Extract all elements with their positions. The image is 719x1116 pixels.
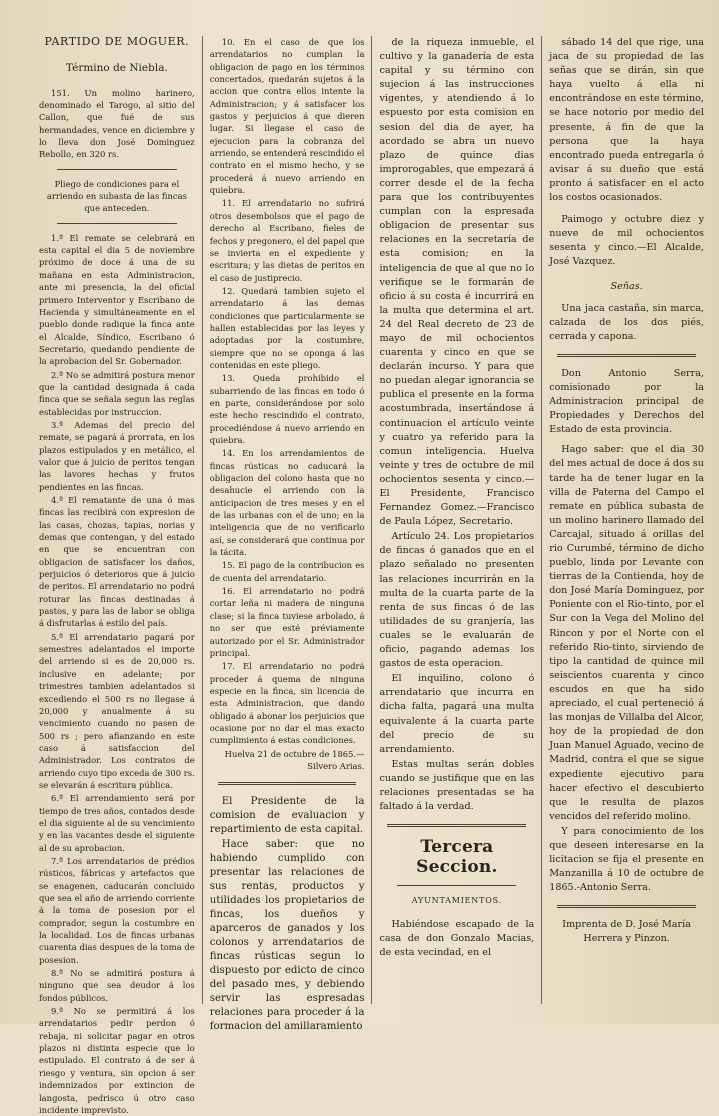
divider	[57, 223, 177, 224]
condition-9: 9.ª No se permitirá á los arrendatarios pedir perdon ó rebaja, ni solicitar pagar en otros plazos ni distinta especie que lo estipulado. El contrato á de ser á riesgo y ventura, sin opcion á ser indemnizados por extincion de langosta, pedrisco ú otro caso incidente imprevisto.	[39, 1006, 195, 1115]
condition-15: 15. El pago de la contribucion es de cuenta del arrendatario.	[209, 560, 365, 583]
mayor-signature: Paimogo y octubre diez y nueve de mil ochocientos sesenta y cinco.—El Alcalde, José Vazquez.	[549, 214, 704, 268]
condition-5: 5.ª El arrendatario pagará por semestres adelantados el importe del arriendo si es de 20,000 rs. inclusive en adelante; por trimestres tambien adelantados si excediendo el 500 rs no llegase á 20,000 y anualmente á su vencimiento cuando no pasen de 500 rs ; pero afianzando en este caso á satisfaccion del Administrador. Los contratos de arriendo cuyo tipo exceda de 300 rs. se elevarán á escritura pública.	[39, 631, 195, 790]
district-title: PARTIDO DE MOGUER.	[44, 35, 190, 48]
condition-8: 8.ª No se admitirá postura á ninguno que sea deudor á los fondos públicos.	[39, 968, 195, 1003]
section-divider	[387, 824, 526, 827]
tenant-fine: El inquilino, colono ó arrendatario que incurra en dicha falta, pagará una multa equivalente á la cuarta parte del precio de su arrendamiento.	[379, 673, 535, 755]
article-24: Artículo 24. Los propietarios de fincas ó ganados que en el plazo señalado no presenten las relaciones incurrirán en la multa de la cuarta parte de la renta de sus fincas ó de las utilidades de su granjería, las cuales se le evaluarán de oficio, pagando ademas los gastos de esta operacion.	[379, 531, 535, 670]
notice-continuation: de la riqueza inmueble, el cultivo y la ganadería de esta capital y su término con sujecion á las instrucciones vigentes, y atendiendo á lo espuesto por esta comision en sesion del dia de ayer, ha acordado se abra un nuevo plazo de quince dias improrogables, que empezará á correr desde el de la fecha para que los contribuyentes cumplan con la espresada obligacion de presentar sus relaciones en la secretaría de esta comision; en la inteligencia de que al que no lo verifique se le formarán de oficio á su costa é incurrirá en la multa que determina el art. 24 del Real decreto de 23 de mayo de mil ochocientos cuarenta y cinco en que se declarán incurso. Y para que no puedan alegar ignorancia se publica el presente en la forma acostumbrada, insertándose á continuacion el artículo veinte y cuatro ya referido para la comun inteligencia. Huelva veinte y tres de octubre de mil ochocientos sesenta y cinco.—El Presidente, Francisco Fernandez Gomez.—Francisco de Paula López, Secretario.	[379, 37, 535, 528]
condition-16: 16. El arrendatario no podrá cortar leña ni madera de ninguna clase; si la finca tuviese arbolado, á no ser que esté préviamente autorizado por el Sr. Administrador principal.	[209, 586, 365, 658]
divider	[397, 885, 516, 886]
municipality-subtitle: Término de Niebla.	[65, 62, 168, 75]
listing-mill: 151. Un molino harinero, denominado el Tarogo, al sitio del Callon, que fué de sus hermandades, vence en diciembre y lo lleva don José Dominguez Rebollo, en 320 rs.	[39, 87, 195, 160]
horse-description: Una jaca castaña, sin marca, calzada de los dos piés, cerrada y capona.	[549, 302, 704, 342]
condition-17: 17. El arrendatario no podrá proceder á quema de ninguna especie en la finca, sin licencia de esta Administracion, que dando obligado á abonar los perjuicios que ocasione por no dar el mas exacto cumplimiento á estas condiciones.	[209, 661, 365, 746]
condition-7: 7.ª Los arrendatarios de prédios rústicos, fábricas y artefactos que se enagenen, caducarán concluido que sea el año de arriendo corriente á la toma de posesion por el comprador, segun la costumbre en la localidad. Los de fincas urbanas cuarenta dias despues de la toma de posesion.	[39, 855, 195, 965]
condition-2: 2.ª No se admitirá postura menor que la cantidad designada á cada finca que se señala segun las reglas establecidas por instruccion.	[39, 369, 195, 417]
printer-imprint: Imprenta de D. José María Herrera y Pinzon.	[562, 919, 691, 945]
auction-closing: Y para conocimiento de los que deseen interesarse en la licitacion se fija el presente en Manzanilla á 10 de octubre de 1865.-Antonio Serra.	[549, 825, 704, 894]
column-3	[371, 36, 541, 1004]
divider	[57, 169, 177, 170]
commission-heading: El Presidente de la comision de evaluacion y repartimiento de esta capital.	[209, 796, 365, 836]
condition-14: 14. En los arrendamientos de fincas rústicas no caducará la obligacion del colono hasta que no desahucie el arriendo con la anticipacion de tres meses y en el de las urbanas con el de uno; en la inteligencia que de no verificarlo así, se considerará que continua por la tácita.	[209, 448, 365, 558]
commission-notice: Hace saber: que no habiendo cumplido con presentar las relaciones de sus rentas, productos y utilidades los propietarios de fincas, los dueños y aparceros de ganados y los colonos y arrendatarios de fincas rústicas segun lo dispuesto por edicto de cinco del pasado mes, y debiendo servir las espresadas relaciones para proceder á la formacion del amillaramiento	[209, 839, 365, 1033]
column-4	[541, 36, 711, 1004]
commissioner-heading: Don Antonio Serra, comisionado por la Administracion principal de Propiedades y Derechos del Estado de esta provincia.	[549, 367, 704, 436]
horse-notice-continuation: sábado 14 del que rige, una jaca de su propiedad de las señas que se dirán, sin que haya vuelto á ella ni encontrándose en este término, se hace notorio por medio del presente, á fin de que la persona que la haya encontrado pueda entregarla ó avisar á su dueño que está pronto á satisfacer en el acto los costos ocasionados.	[549, 37, 704, 204]
column-2	[202, 36, 372, 1033]
columns	[32, 35, 711, 1115]
condition-4: 4.ª El rematante de una ó mas fincas las recibirá con expresion de las casas, chozas, tapias, norias y demas que contengan, y del estado en que se encuentran con obligacion de satisfacer los daños, perjuicios ó deterioros que á juicio de peritos. El arrendatario no podrá roturar las fincas destinadas á pastos, y para las de labor se obliga á disfrutarlas á estilo del país.	[39, 495, 195, 629]
section-divider	[557, 354, 696, 357]
condition-6: 6.ª El arrendamiento será por tiempo de tres años, contados desde el dia siguiente al de su vencimiento y en las vacantes desde el siguiente al de su aprobacion.	[39, 793, 195, 853]
condition-13: 13. Queda prohibido el subarriendo de las fincas en todo ó en parte, considerándose por solo este hecho rescindido el contrato, procediéndose á nuevo arriendo en quiebra.	[209, 373, 365, 445]
section-divider	[218, 782, 357, 785]
column-1	[32, 35, 202, 1115]
signature-line: Huelva 21 de octubre de 1865.—Silvero Arias.	[224, 748, 365, 771]
section-heading: Tercera Seccion.	[416, 837, 498, 878]
double-fine: Estas multas serán dobles cuando se justifique que en las relaciones presentadas se ha faltado á la verdad.	[379, 758, 535, 813]
condition-12: 12. Quedará tambien sujeto el arrendatario á las demas condiciones que particularmente se hallen establecidas por las leyes y adoptadas por la costumbre, siempre que no se oponga á las contenidas en este pliego.	[209, 285, 365, 370]
conditions-intro: Pliego de condiciones para el arriendo en subasta de las fincas que anteceden.	[46, 178, 187, 214]
condition-11: 11. El arrendatario no sufrirá otros desembolsos que el pago de derecho al Escribano, fieles de fechos y pregonero, el del papel que se invierta en el expediente y escritura; y las dietas de peritos en el caso de justiprecio.	[209, 198, 365, 283]
condition-10: 10. En el caso de que los arrendatarios no cumplan la obligacion de pago en los términos concertados, quedarán sujetos á la accion que contra ellos intente la Administracion; y á satisfacer los gastos y perjuicios á que dieren lugar. Si llegase el caso de ejecucion para la cobranza del arriendo, se entenderá rescindido el contrato en el mismo hecho, y se procederá á nuevo arriendo en quiebra.	[209, 37, 365, 196]
condition-3: 3.ª Ademas del precio del remate, se pagará á prorrata, en los plazos estipulados y en metálico, el valor que á juicio de peritos tengan las lavores hechas y frutos pendientes en las fincas.	[39, 419, 195, 492]
auction-notice: Hago saber: que el dia 30 del mes actual de doce á dos su tarde ha de tener lugar en la villa de Paterna del Campo el remate en pública subasta de un molino harinero llamado del Carcajal, situado á orillas del rio Curumbé, término de dicho pueblo, linda por Levante con tierras de la Contienda, hoy de don José María Dominguez, por Poniente con el Rio-tinto, por el Sur con la Vega del Molino del Rincon y por el Norte con el referido Rio-tinto, sirviendo de tipo la cantidad de quince mil seiscientos cuarenta y cinco escudos en que ha sido apreciado, el cual perteneció á las monjas de Villalba del Alcor, hoy de la propiedad de don Juan Manuel Aguado, vecino de Madrid, contra el que se sigue expediente ejecutivo para hacer efectivo el descubierto que le resulta de plazos vencidos del referido molino.	[549, 444, 704, 822]
escaped-horse-notice: Habiéndose escapado de la casa de don Gonzalo Macias, de esta vecindad, en el	[379, 919, 535, 959]
senas-heading: Señas.	[610, 280, 643, 292]
section-divider	[557, 905, 696, 908]
ayuntamientos-heading: AYUNTAMIENTOS.	[411, 896, 502, 906]
condition-1: 1.ª El remate se celebrará en esta capital el dia 5 de noviembre próximo de doce á una de su mañana en esta Administracion, ante mi presencia, la del oficial primero Interventor y Escribano de Hacienda y simultáneamente en el pueblo donde radique la finca ante el Alcalde, Síndico, Escribano ó Secretario, quedando pendiente de la aprobacion del Sr. Gobernador.	[39, 232, 195, 367]
